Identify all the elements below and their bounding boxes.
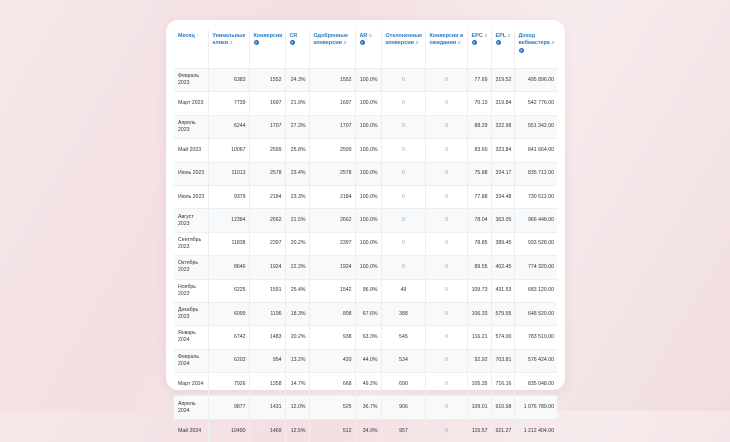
table-cell: 921.27 [491, 419, 514, 442]
table-cell: 0 [425, 419, 467, 442]
table-cell: 100.0% [355, 232, 381, 255]
table-cell: 542 776.00 [514, 92, 557, 115]
table-cell: Ноябрь 2023 [174, 279, 208, 302]
table-cell: 0 [381, 92, 425, 115]
column-header-label: AR [360, 33, 368, 39]
table-cell: 6742 [208, 326, 249, 349]
table-cell: Февраль 2024 [174, 349, 208, 372]
table-cell: 783 510.00 [514, 326, 557, 349]
table-cell: 648 520.00 [514, 302, 557, 325]
table-cell: 10067 [208, 139, 249, 162]
table-cell: 63.3% [355, 326, 381, 349]
table-cell: 1924 [309, 256, 355, 279]
table-cell: 36.7% [355, 396, 381, 419]
table-cell: 27.3% [285, 115, 309, 138]
table-cell: 579.55 [491, 302, 514, 325]
table-row [174, 139, 557, 162]
column-header[interactable] [467, 30, 491, 69]
table-cell: 576 424.00 [514, 349, 557, 372]
table-cell: 0 [425, 373, 467, 396]
table-cell: 0 [425, 185, 467, 208]
table-cell: 25.4% [285, 279, 309, 302]
help-icon[interactable]: ? [290, 40, 295, 45]
column-header[interactable] [425, 30, 467, 69]
table-cell: 0 [425, 256, 467, 279]
table-cell: 109.01 [467, 396, 491, 419]
table-cell: 1697 [249, 92, 285, 115]
table-cell: 0 [425, 115, 467, 138]
table-cell: 683 120.00 [514, 279, 557, 302]
table-cell: Июнь 2023 [174, 162, 208, 185]
table-cell: 2184 [309, 185, 355, 208]
table-cell: Декабрь 2023 [174, 302, 208, 325]
stats-card [166, 20, 565, 390]
table-row [174, 396, 557, 419]
table-cell: 906 [381, 396, 425, 419]
table-cell: 96.9% [355, 279, 381, 302]
table-cell: 323.84 [491, 139, 514, 162]
table-cell: 0 [381, 209, 425, 232]
table-row [174, 373, 557, 396]
table-cell: 534 [381, 349, 425, 372]
table-cell: 6203 [208, 349, 249, 372]
table-cell: 0 [425, 302, 467, 325]
table-cell: 6244 [208, 115, 249, 138]
table-cell: 22.3% [285, 256, 309, 279]
table-cell: 0 [425, 69, 467, 92]
table-row [174, 209, 557, 232]
table-cell: Февраль 2023 [174, 69, 208, 92]
table-cell: 7926 [208, 373, 249, 396]
table-cell: 100.0% [355, 139, 381, 162]
table-cell: 0 [381, 139, 425, 162]
table-cell: 0 [425, 162, 467, 185]
table-cell: 13.2% [285, 349, 309, 372]
table-cell: 100.0% [355, 185, 381, 208]
table-cell: 6099 [208, 302, 249, 325]
table-cell: 77.69 [467, 69, 491, 92]
table-cell: 100.0% [355, 115, 381, 138]
table-cell: Май 2023 [174, 139, 208, 162]
sort-icon[interactable]: ^ [196, 33, 198, 38]
table-cell: 21.5% [285, 209, 309, 232]
table-cell: 808 [309, 302, 355, 325]
table-cell: Сентябрь 2023 [174, 232, 208, 255]
table-cell: 933 528.00 [514, 232, 557, 255]
table-cell: 363.05 [491, 209, 514, 232]
table-cell: 2662 [249, 209, 285, 232]
table-cell: 1431 [249, 396, 285, 419]
sort-icon[interactable]: ⇵ [369, 33, 372, 38]
table-cell: 67.6% [355, 302, 381, 325]
table-cell: 49 [381, 279, 425, 302]
table-cell: 1 076 789.00 [514, 396, 557, 419]
table-cell: 690 [381, 373, 425, 396]
table-cell: 11838 [208, 232, 249, 255]
table-cell: Апрель 2023 [174, 115, 208, 138]
table-cell: 77.88 [467, 185, 491, 208]
table-cell: 431.53 [491, 279, 514, 302]
table-cell: 1707 [249, 115, 285, 138]
table-cell: 388 [381, 302, 425, 325]
table-row [174, 302, 557, 325]
table-cell: 730 512.00 [514, 185, 557, 208]
table-cell: 2397 [309, 232, 355, 255]
table-cell: 389.45 [491, 232, 514, 255]
table-cell: 100.0% [355, 69, 381, 92]
table-cell: 106.33 [467, 302, 491, 325]
sort-icon[interactable]: ⇵ [458, 40, 461, 45]
table-cell: 1483 [249, 326, 285, 349]
table-cell: 92.92 [467, 349, 491, 372]
table-cell: 0 [425, 396, 467, 419]
table-cell: 324.17 [491, 162, 514, 185]
table-cell: 2397 [249, 232, 285, 255]
table-cell: Октябрь 2023 [174, 256, 208, 279]
stats-table [174, 30, 557, 442]
table-cell: 957 [381, 419, 425, 442]
table-cell: 0 [381, 69, 425, 92]
table-cell: 1552 [249, 69, 285, 92]
table-cell: 2599 [249, 139, 285, 162]
table-cell: 495 896.00 [514, 69, 557, 92]
column-header-label: Отклоненные конверсии [386, 33, 423, 46]
table-cell: 0 [425, 349, 467, 372]
table-cell: 34.9% [355, 419, 381, 442]
table-cell: 1552 [309, 69, 355, 92]
sort-icon[interactable]: ⇵ [230, 40, 233, 45]
table-cell: 0 [381, 256, 425, 279]
table-cell: 8646 [208, 256, 249, 279]
table-cell: 774 320.00 [514, 256, 557, 279]
column-header-label: CR [290, 33, 298, 39]
table-cell: 100.0% [355, 162, 381, 185]
table-cell: 12.5% [285, 419, 309, 442]
column-header-label: EPL [496, 33, 506, 39]
table-row [174, 232, 557, 255]
table-cell: 938 [309, 326, 355, 349]
table-row [174, 326, 557, 349]
table-cell: 11013 [208, 162, 249, 185]
table-cell: 89.55 [467, 256, 491, 279]
table-header-row [174, 30, 557, 69]
table-cell: 0 [425, 279, 467, 302]
column-header[interactable] [174, 30, 208, 69]
table-cell: 25.8% [285, 139, 309, 162]
table-cell: 20.2% [285, 232, 309, 255]
table-cell: 512 [309, 419, 355, 442]
table-row [174, 256, 557, 279]
table-cell: 9877 [208, 396, 249, 419]
help-icon[interactable]: ? [496, 40, 501, 45]
table-cell: 78.85 [467, 232, 491, 255]
table-cell: Август 2023 [174, 209, 208, 232]
table-cell: 835 048.00 [514, 373, 557, 396]
column-header[interactable] [491, 30, 514, 69]
table-cell: 841 664.00 [514, 139, 557, 162]
table-row [174, 162, 557, 185]
table-cell: 322.98 [491, 115, 514, 138]
sort-icon[interactable]: ⇵ [484, 33, 487, 38]
table-cell: 1697 [309, 92, 355, 115]
help-icon[interactable]: ? [360, 40, 365, 45]
table-cell: 1469 [249, 419, 285, 442]
table-row [174, 279, 557, 302]
table-row [174, 419, 557, 442]
table-cell: Апрель 2024 [174, 396, 208, 419]
table-cell: 334.48 [491, 185, 514, 208]
column-header[interactable] [514, 30, 557, 69]
table-cell: 319.52 [491, 69, 514, 92]
sort-icon[interactable]: ⇵ [551, 40, 554, 45]
table-row [174, 185, 557, 208]
table-cell: 49.2% [355, 373, 381, 396]
table-cell: 9379 [208, 185, 249, 208]
table-cell: 70.13 [467, 92, 491, 115]
table-cell: 10490 [208, 419, 249, 442]
table-cell: 0 [425, 92, 467, 115]
table-cell: 420 [309, 349, 355, 372]
table-cell: 1707 [309, 115, 355, 138]
table-cell: 2662 [309, 209, 355, 232]
table-row [174, 349, 557, 372]
table-cell: 78.04 [467, 209, 491, 232]
table-cell: 20.2% [285, 326, 309, 349]
table-cell: 2578 [309, 162, 355, 185]
table-cell: 574.00 [491, 326, 514, 349]
table-cell: 14.7% [285, 373, 309, 396]
column-header[interactable] [355, 30, 381, 69]
column-header[interactable] [381, 30, 425, 69]
table-cell: Март 2024 [174, 373, 208, 396]
table-row [174, 69, 557, 92]
table-cell: 703.81 [491, 349, 514, 372]
table-cell: 6225 [208, 279, 249, 302]
table-cell: 551 342.00 [514, 115, 557, 138]
sort-icon[interactable]: ⇵ [507, 33, 510, 38]
table-cell: 1591 [249, 279, 285, 302]
table-cell: 7739 [208, 92, 249, 115]
table-cell: 0 [425, 139, 467, 162]
column-header-label: Доход вебмастера [519, 33, 550, 46]
column-header-label: Месяц [178, 33, 195, 39]
table-cell: 100.0% [355, 209, 381, 232]
table-cell: 954 [249, 349, 285, 372]
table-cell: 2578 [249, 162, 285, 185]
column-header[interactable] [309, 30, 355, 69]
table-cell: 0 [381, 115, 425, 138]
table-row [174, 92, 557, 115]
table-cell: 2184 [249, 185, 285, 208]
table-cell: 716.16 [491, 373, 514, 396]
table-body [174, 69, 557, 442]
table-cell: 109.73 [467, 279, 491, 302]
help-icon[interactable]: ? [254, 40, 259, 45]
table-cell: 1358 [249, 373, 285, 396]
table-cell: 23.4% [285, 162, 309, 185]
table-cell: 0 [381, 162, 425, 185]
column-header[interactable] [285, 30, 309, 69]
table-cell: 88.29 [467, 115, 491, 138]
table-cell: 6383 [208, 69, 249, 92]
table-cell: 1542 [309, 279, 355, 302]
sort-icon[interactable]: ⇵ [415, 40, 418, 45]
table-cell: 83.60 [467, 139, 491, 162]
table-cell: 319.84 [491, 92, 514, 115]
table-cell: 668 [309, 373, 355, 396]
table-cell: 1196 [249, 302, 285, 325]
table-cell: 545 [381, 326, 425, 349]
column-header-label: Конверсии [254, 33, 283, 39]
table-cell: 835 712.00 [514, 162, 557, 185]
table-cell: 910.98 [491, 396, 514, 419]
table-cell: 402.45 [491, 256, 514, 279]
table-cell: 0 [381, 232, 425, 255]
table-cell: 966 448.00 [514, 209, 557, 232]
table-cell: 525 [309, 396, 355, 419]
table-cell: 1 212 404.00 [514, 419, 557, 442]
table-cell: 0 [425, 209, 467, 232]
column-header-label: Уникальные клики [213, 33, 246, 46]
table-cell: 44.0% [355, 349, 381, 372]
table-cell: 0 [425, 326, 467, 349]
table-cell: 2599 [309, 139, 355, 162]
table-cell: Май 2024 [174, 419, 208, 442]
help-icon[interactable]: ? [472, 40, 477, 45]
column-header-label: EPC [472, 33, 483, 39]
table-cell: 75.88 [467, 162, 491, 185]
table-cell: Март 2023 [174, 92, 208, 115]
table-cell: 100.0% [355, 92, 381, 115]
table-cell: 18.3% [285, 302, 309, 325]
table-cell: 0 [381, 185, 425, 208]
table-cell: 115.57 [467, 419, 491, 442]
table-cell: 0 [425, 232, 467, 255]
table-cell: 12.0% [285, 396, 309, 419]
help-icon[interactable]: ? [519, 48, 524, 53]
table-cell: 23.3% [285, 185, 309, 208]
column-header[interactable] [249, 30, 285, 69]
column-header-label: Конверсии в ожидании [430, 33, 464, 46]
column-header-label: Одобренные конверсии [314, 33, 349, 46]
table-cell: 105.35 [467, 373, 491, 396]
table-row [174, 115, 557, 138]
column-header[interactable] [208, 30, 249, 69]
table-cell: 100.0% [355, 256, 381, 279]
table-cell: 116.21 [467, 326, 491, 349]
table-cell: Январь 2024 [174, 326, 208, 349]
table-cell: 1924 [249, 256, 285, 279]
table-cell: Июль 2023 [174, 185, 208, 208]
table-cell: 12384 [208, 209, 249, 232]
table-cell: 21.9% [285, 92, 309, 115]
table-cell: 24.3% [285, 69, 309, 92]
sort-icon[interactable]: ⇵ [343, 40, 346, 45]
